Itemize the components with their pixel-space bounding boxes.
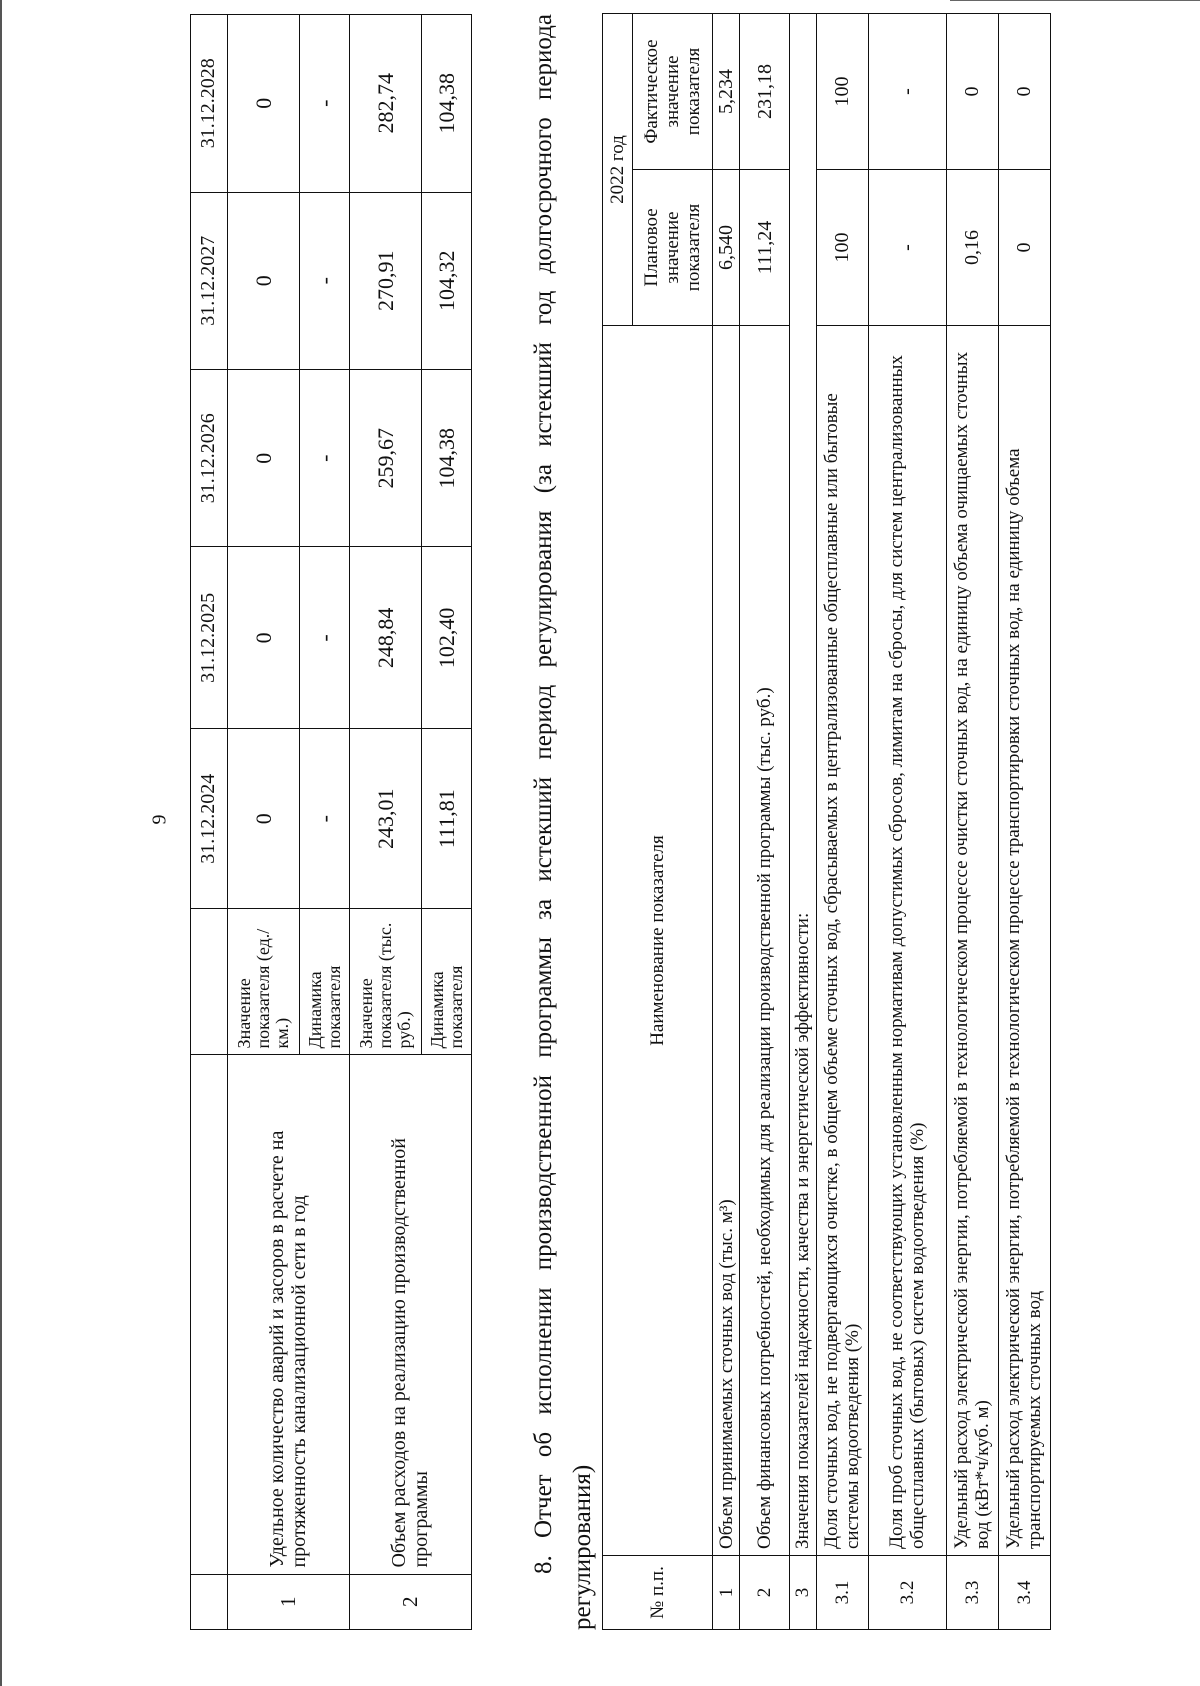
value-cell: 102,40 bbox=[422, 547, 472, 729]
value-cell: - bbox=[300, 15, 350, 193]
column-header-plan: Плановое значение показателя bbox=[633, 170, 713, 326]
section-row-label: Значения показателей надежности, качества и энергетической эффективности: bbox=[790, 13, 816, 1555]
indicator-name: Объем принимаемых сточных вод (тыс. м³) bbox=[713, 326, 740, 1556]
fact-value: 100 bbox=[816, 13, 868, 169]
table-row bbox=[816, 13, 868, 1629]
table-row bbox=[350, 15, 422, 1630]
fact-value: 231,18 bbox=[740, 13, 790, 169]
fact-value: 5,234 bbox=[713, 13, 740, 169]
scan-left-edge bbox=[0, 0, 2, 1686]
value-cell: 0 bbox=[228, 369, 300, 546]
value-cell: 104,38 bbox=[422, 369, 472, 546]
indicator-name: Удельное количество аварий и засоров в расчете на протяженность канализационной сети в год bbox=[228, 1055, 350, 1574]
row-number: 3 bbox=[790, 1556, 816, 1630]
value-cell: 243,01 bbox=[350, 729, 422, 909]
value-cell: 248,84 bbox=[350, 547, 422, 729]
indicator-name: Объем финансовых потребностей, необходимых для реализации производственной программы (тыс. руб.) bbox=[740, 326, 790, 1556]
plan-value: - bbox=[868, 170, 946, 326]
table-row bbox=[868, 13, 946, 1629]
fact-value: 0 bbox=[946, 13, 998, 169]
section-heading: 8. Отчет об исполнении производственной программы за истекший период регулирования (за истекший год долгосрочного периода регулирования) bbox=[530, 14, 596, 1630]
row-number: 3.1 bbox=[816, 1556, 868, 1630]
row-number: 2 bbox=[740, 1556, 790, 1630]
indicator-sub-label: Динамика показателя bbox=[422, 909, 472, 1055]
scan-top-edge bbox=[950, 0, 1200, 1]
plan-value: 0 bbox=[998, 170, 1050, 326]
value-cell: 0 bbox=[228, 547, 300, 729]
table-row bbox=[946, 13, 998, 1629]
date-header: 31.12.2026 bbox=[191, 369, 228, 546]
indicator-name: Доля сточных вод, не подвергающихся очистке, в общем объеме сточных вод, сбрасываемых в централизованные общесплавные или бытовые системы водоотведения (%) bbox=[816, 326, 868, 1556]
row-number: 3.3 bbox=[946, 1556, 998, 1630]
row-number: 1 bbox=[228, 1574, 350, 1629]
indicator-name: Удельный расход электрической энергии, потребляемой в технологическом процессе транспортировки сточных вод, на единицу объема транспортируемых сточных вод bbox=[998, 326, 1050, 1556]
page-number: 9 bbox=[148, 814, 171, 825]
indicator-sub-label: Значение показателя (тыс. руб.) bbox=[350, 909, 422, 1055]
fact-value: 0 bbox=[998, 13, 1050, 169]
row-number: 1 bbox=[713, 1556, 740, 1630]
value-cell: 282,74 bbox=[350, 15, 422, 193]
indicator-name: Доля проб сточных вод, не соответствующих установленным нормативам допустимых сбросов, лимитам на сбросы, для систем централизованных общесплавных (бытовых) систем водоотведения (%) bbox=[868, 326, 946, 1556]
rotated-page-content bbox=[190, 10, 1150, 1630]
value-cell: 0 bbox=[228, 192, 300, 369]
table-row bbox=[998, 13, 1050, 1629]
value-cell: 104,38 bbox=[422, 15, 472, 193]
indicator-name: Объем расходов на реализацию производственной программы bbox=[350, 1055, 472, 1574]
date-header: 31.12.2028 bbox=[191, 15, 228, 193]
value-cell: - bbox=[300, 729, 350, 909]
date-header: 31.12.2027 bbox=[191, 192, 228, 369]
value-cell: 0 bbox=[228, 729, 300, 909]
date-header: 31.12.2024 bbox=[191, 729, 228, 909]
value-cell: - bbox=[300, 192, 350, 369]
value-cell: - bbox=[300, 369, 350, 546]
table-row bbox=[713, 13, 740, 1629]
indicator-sub-label: Динамика показателя bbox=[300, 909, 350, 1055]
row-number: 3.2 bbox=[868, 1556, 946, 1630]
program-report-table bbox=[602, 13, 1051, 1630]
value-cell: 104,32 bbox=[422, 192, 472, 369]
plan-value: 6,540 bbox=[713, 170, 740, 326]
value-cell: 270,91 bbox=[350, 192, 422, 369]
value-cell: 259,67 bbox=[350, 369, 422, 546]
value-cell: - bbox=[300, 547, 350, 729]
table1-header-row bbox=[191, 15, 228, 1630]
plan-value: 0,16 bbox=[946, 170, 998, 326]
plan-value: 100 bbox=[816, 170, 868, 326]
date-header: 31.12.2025 bbox=[191, 547, 228, 729]
plan-value: 111,24 bbox=[740, 170, 790, 326]
table-row bbox=[228, 15, 300, 1630]
fact-value: - bbox=[868, 13, 946, 169]
indicators-forecast-table bbox=[190, 14, 472, 1630]
value-cell: 0 bbox=[228, 15, 300, 193]
column-header-number: № п.п. bbox=[603, 1556, 713, 1630]
table2-header-row bbox=[603, 13, 633, 1629]
table-row bbox=[790, 13, 816, 1629]
row-number: 2 bbox=[350, 1574, 472, 1629]
column-header-name: Наименование показателя bbox=[603, 326, 713, 1556]
indicator-name: Удельный расход электрической энергии, потребляемой в технологическом процессе очистки сточных вод, на единицу объема очищаемых сточных вод (кВт*ч/куб. м) bbox=[946, 326, 998, 1556]
row-number: 3.4 bbox=[998, 1556, 1050, 1630]
table-row bbox=[740, 13, 790, 1629]
column-header-year: 2022 год bbox=[603, 13, 633, 325]
indicator-sub-label: Значение показателя (ед./км.) bbox=[228, 909, 300, 1055]
column-header-fact: Фактическое значение показателя bbox=[633, 13, 713, 169]
value-cell: 111,81 bbox=[422, 729, 472, 909]
